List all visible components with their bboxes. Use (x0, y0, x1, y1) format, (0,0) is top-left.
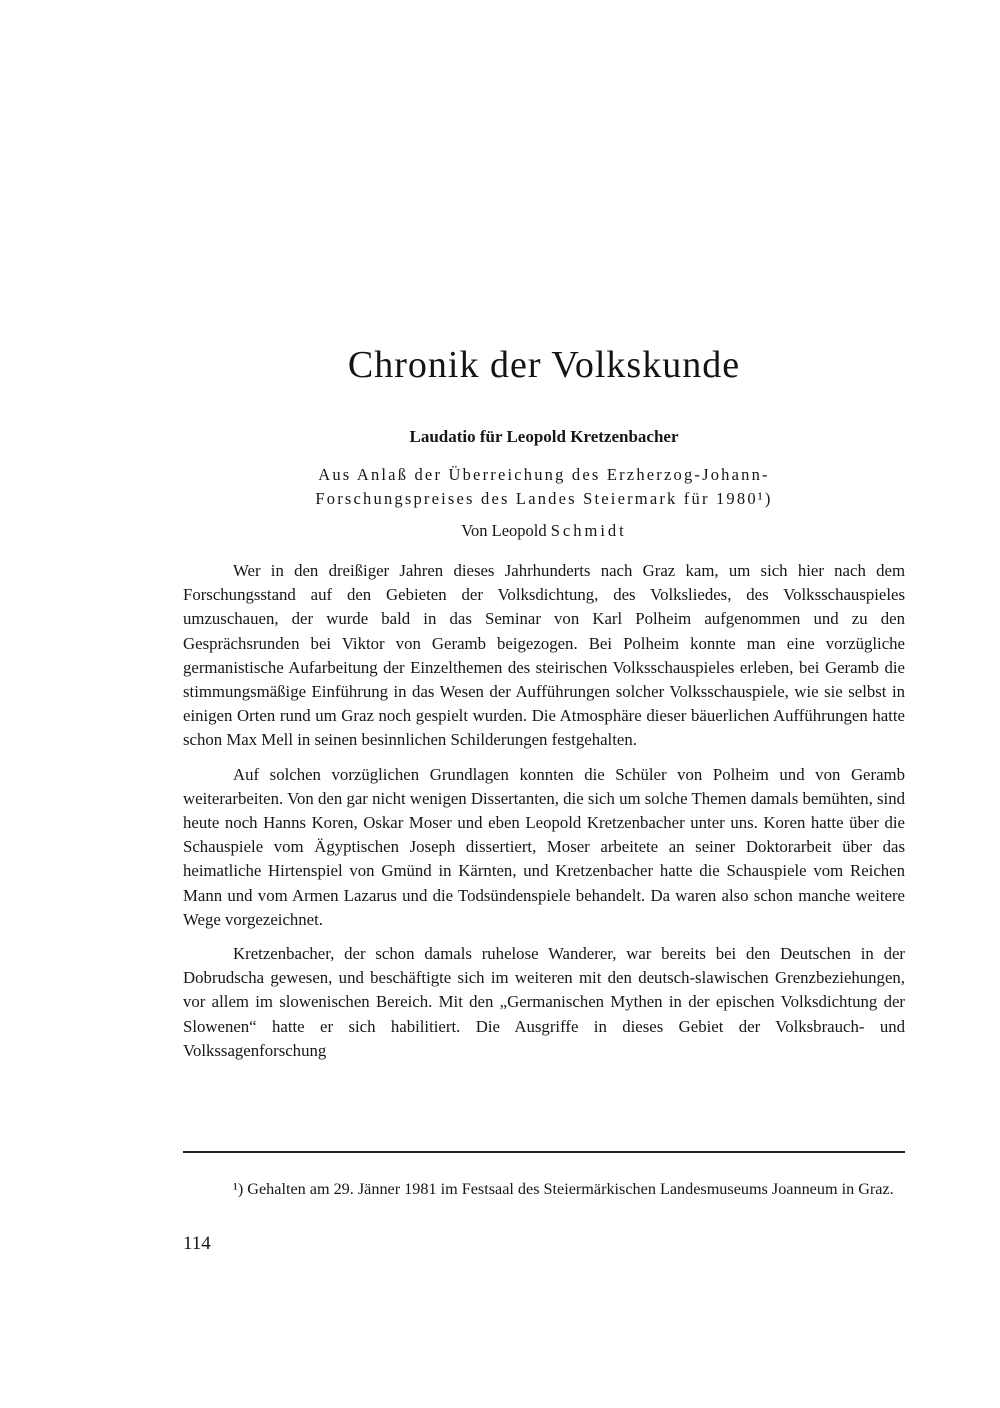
body-paragraph-1: Wer in den dreißiger Jahren dieses Jahrhunderts nach Graz kam, um sich hier nach dem Forschungsstand auf den Gebieten der Volksdichtung, des Volksliedes, des Volksschauspieles umzuschauen, der wurde bald in das Seminar von Karl Polheim aufgenommen und zu den Gesprächsrunden bei Viktor von Geramb beigezogen. Bei Polheim konnte man eine vorzügliche germanistische Aufarbeitung der Einzelthemen des steirischen Volksschauspieles erleben, bei Geramb die stimmungsmäßige Einführung in das Wesen der Aufführungen solcher Volksschauspiele, wie sie selbst in einigen Orten rund um Graz noch gespielt wurden. Die Atmosphäre dieser bäuerlichen Aufführungen hatte schon Max Mell in seinen besinnlichen Schilderungen festgehalten. (183, 561, 905, 750)
body-paragraph-2: Auf solchen vorzüglichen Grundlagen konnten die Schüler von Polheim und von Geramb weiterarbeiten. Von den gar nicht wenigen Dissertanten, die sich um solche Themen damals bemühten, sind heute noch Hanns Koren, Oskar Moser und eben Leopold Kretzenbacher unter uns. Koren hatte über die Schauspiele vom Ägyptischen Joseph dissertiert, Moser arbeitete an seiner Doktorarbeit über das heimatliche Hirtenspiel von Gmünd in Kärnten, und Kretzenbacher hatte die Schauspiele vom Reichen Mann und vom Armen Lazarus und die Todsündenspiele behandelt. Da waren also schon manche weitere Wege vorgezeichnet. (183, 764, 905, 929)
subtitle (183, 463, 905, 511)
footnote-separator-rule (183, 1151, 905, 1153)
body-text (183, 559, 905, 1063)
footnote-text: ¹) Gehalten am 29. Jänner 1981 im Festsaal des Steiermärkischen Landesmuseums Joanneum in Graz. (233, 1180, 894, 1199)
text-column (183, 0, 905, 1255)
subtitle-line-2: Forschungspreises des Landes Steiermark für 1980¹) (315, 489, 773, 508)
byline-prefix: Von Leopold (461, 521, 551, 540)
subtitle-line-1: Aus Anlaß der Überreichung des Erzherzog-Johann- (318, 465, 770, 484)
byline (183, 521, 905, 541)
body-paragraph-3: Kretzenbacher, der schon damals ruhelose Wanderer, war bereits bei den Deutschen in der Dobrudscha gewesen, und beschäftigte sich im weiteren mit den deutsch-slawischen Grenzbeziehungen, vor allem im slowenischen Bereich. Mit den „Germanischen Mythen in der epischen Volksdichtung der Slowenen“ hatte er sich habilitiert. Die Ausgriffe in dieses Gebiet der Volksbrauch- und Volkssagenforschung (183, 944, 905, 1060)
page-title: Chronik der Volkskunde (347, 344, 741, 386)
byline-author-name: Schmidt (550, 521, 627, 540)
laudatio-heading: Laudatio für Leopold Kretzenbacher (409, 427, 679, 446)
page-number: 114 (183, 1233, 211, 1255)
